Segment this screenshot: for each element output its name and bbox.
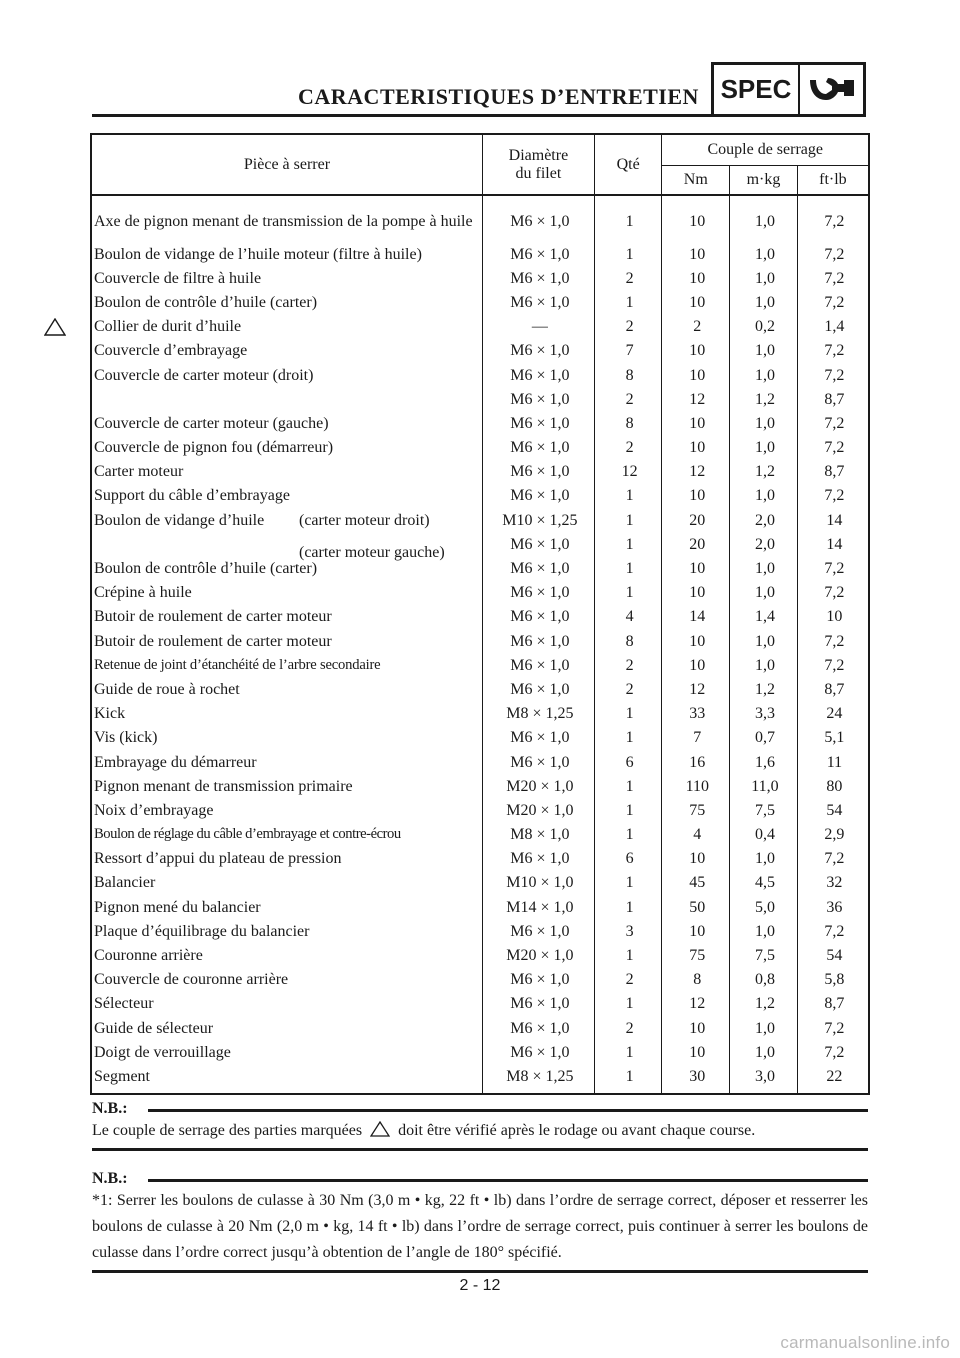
note-text	[92, 1118, 868, 1144]
cell-ftlb: 14	[797, 532, 869, 556]
cell-ftlb: 8,7	[797, 677, 869, 701]
cell-qty: 1	[594, 1040, 662, 1064]
cell-thread: M6 × 1,0	[482, 436, 594, 460]
cell-ftlb: 22	[797, 1064, 869, 1093]
cell-ftlb: 7,2	[797, 556, 869, 580]
cell-qty: 1	[594, 702, 662, 726]
cell-nm: 10	[662, 1016, 730, 1040]
table-row	[91, 798, 869, 822]
cell-part: Support du câble d’embrayage	[91, 484, 482, 508]
cell-nm: 12	[662, 460, 730, 484]
cell-thread: M8 × 1,25	[482, 1064, 594, 1093]
cell-thread: M20 × 1,0	[482, 798, 594, 822]
cell-mkg: 0,8	[730, 968, 798, 992]
cell-ftlb: 54	[797, 943, 869, 967]
cell-part: Vis (kick)	[91, 726, 482, 750]
cell-mkg: 2,0	[730, 508, 798, 532]
cell-thread: M20 × 1,0	[482, 774, 594, 798]
cell-part: Retenue de joint d’étanchéité de l’arbre secondaire	[91, 653, 482, 677]
cell-qty: 1	[594, 556, 662, 580]
cell-ftlb: 54	[797, 798, 869, 822]
table-row	[91, 653, 869, 677]
cell-ftlb: 7,2	[797, 195, 869, 242]
note-block-1	[92, 1100, 868, 1151]
cell-part: Couronne arrière	[91, 943, 482, 967]
note-label: N.B.:	[92, 1170, 128, 1187]
cell-nm: 110	[662, 774, 730, 798]
cell-mkg: 0,2	[730, 315, 798, 339]
cell-thread: M10 × 1,0	[482, 871, 594, 895]
col-header-nm: Nm	[662, 166, 730, 196]
cell-thread: M6 × 1,0	[482, 1040, 594, 1064]
cell-thread: M6 × 1,0	[482, 605, 594, 629]
cell-nm: 7	[662, 726, 730, 750]
table-row	[91, 387, 869, 411]
table-row	[91, 726, 869, 750]
cell-ftlb: 7,2	[797, 290, 869, 314]
cell-nm: 10	[662, 195, 730, 242]
table-row	[91, 919, 869, 943]
table-row	[91, 871, 869, 895]
table-row	[91, 339, 869, 363]
cell-ftlb: 11	[797, 750, 869, 774]
cell-mkg: 5,0	[730, 895, 798, 919]
cell-thread: M6 × 1,0	[482, 266, 594, 290]
cell-nm: 8	[662, 968, 730, 992]
cell-mkg: 0,4	[730, 823, 798, 847]
cell-part: Sélecteur	[91, 992, 482, 1016]
cell-thread: M6 × 1,0	[482, 339, 594, 363]
table-row	[91, 1064, 869, 1093]
cell-mkg: 11,0	[730, 774, 798, 798]
cell-qty: 6	[594, 750, 662, 774]
note-text-after: doit être vérifié après le rodage ou avant chaque course.	[398, 1122, 756, 1139]
cell-part: Balancier	[91, 871, 482, 895]
cell-part: Couvercle de pignon fou (démarreur)	[91, 436, 482, 460]
cell-qty: 1	[594, 242, 662, 266]
cell-nm: 10	[662, 411, 730, 435]
wrench-icon	[800, 65, 863, 114]
cell-qty: 2	[594, 315, 662, 339]
cell-ftlb: 7,2	[797, 847, 869, 871]
table-row	[91, 195, 869, 242]
cell-part: Couvercle de carter moteur (droit)	[91, 363, 482, 387]
cell-thread: M6 × 1,0	[482, 363, 594, 387]
page-title: CARACTERISTIQUES D’ENTRETIEN	[298, 84, 699, 109]
cell-nm: 12	[662, 387, 730, 411]
table-row	[91, 266, 869, 290]
cell-nm: 20	[662, 508, 730, 532]
cell-part: Couvercle de couronne arrière	[91, 968, 482, 992]
cell-nm: 4	[662, 823, 730, 847]
cell-nm: 75	[662, 943, 730, 967]
torque-spec-table	[90, 133, 870, 1095]
cell-thread: M6 × 1,0	[482, 629, 594, 653]
cell-mkg: 1,0	[730, 411, 798, 435]
col-header-ftlb: ft·lb	[797, 166, 869, 196]
cell-nm: 33	[662, 702, 730, 726]
cell-part: Carter moteur	[91, 460, 482, 484]
cell-ftlb: 1,4	[797, 315, 869, 339]
cell-ftlb: 7,2	[797, 411, 869, 435]
col-header-qty: Qté	[594, 134, 662, 195]
note-rule	[148, 1109, 868, 1112]
cell-thread: M6 × 1,0	[482, 1016, 594, 1040]
table-row	[91, 1040, 869, 1064]
cell-mkg: 1,0	[730, 1016, 798, 1040]
cell-part-condition: (carter moteur droit)	[299, 511, 430, 529]
cell-qty: 8	[594, 363, 662, 387]
cell-ftlb: 7,2	[797, 266, 869, 290]
cell-mkg: 1,2	[730, 387, 798, 411]
cell-part: Guide de sélecteur	[91, 1016, 482, 1040]
cell-mkg: 7,5	[730, 943, 798, 967]
table-row	[91, 436, 869, 460]
table-row	[91, 242, 869, 266]
cell-nm: 10	[662, 653, 730, 677]
cell-qty: 2	[594, 968, 662, 992]
cell-qty: 2	[594, 436, 662, 460]
cell-nm: 14	[662, 605, 730, 629]
cell-nm: 20	[662, 532, 730, 556]
table-row	[91, 968, 869, 992]
cell-qty: 2	[594, 653, 662, 677]
cell-part: Boulon de contrôle d’huile (carter)	[91, 556, 482, 580]
cell-mkg: 1,0	[730, 195, 798, 242]
table-row	[91, 556, 869, 580]
cell-mkg: 1,2	[730, 460, 798, 484]
cell-mkg: 1,0	[730, 436, 798, 460]
table-row	[91, 315, 869, 339]
table-row	[91, 823, 869, 847]
cell-nm: 10	[662, 629, 730, 653]
spec-badge	[711, 62, 866, 117]
cell-qty: 1	[594, 871, 662, 895]
cell-part-condition: (carter moteur gauche)	[299, 544, 445, 562]
cell-thread: M6 × 1,0	[482, 677, 594, 701]
cell-qty: 4	[594, 605, 662, 629]
cell-thread: M6 × 1,0	[482, 484, 594, 508]
cell-mkg: 3,0	[730, 1064, 798, 1093]
cell-thread: M10 × 1,25	[482, 508, 594, 532]
note-block-2	[92, 1170, 868, 1273]
table-row	[91, 992, 869, 1016]
cell-ftlb: 7,2	[797, 1040, 869, 1064]
spec-label: SPEC	[714, 65, 800, 114]
cell-nm: 10	[662, 242, 730, 266]
cell-ftlb: 2,9	[797, 823, 869, 847]
cell-ftlb: 8,7	[797, 460, 869, 484]
cell-ftlb: 80	[797, 774, 869, 798]
cell-thread: M6 × 1,0	[482, 750, 594, 774]
cell-qty: 12	[594, 460, 662, 484]
cell-thread: —	[482, 315, 594, 339]
cell-part: Couvercle d’embrayage	[91, 339, 482, 363]
cell-ftlb: 7,2	[797, 436, 869, 460]
cell-part: Butoir de roulement de carter moteur	[91, 605, 482, 629]
cell-nm: 16	[662, 750, 730, 774]
table-row	[91, 605, 869, 629]
cell-mkg: 1,4	[730, 605, 798, 629]
cell-ftlb: 7,2	[797, 629, 869, 653]
table-row	[91, 750, 869, 774]
cell-mkg: 2,0	[730, 532, 798, 556]
watermark: carmanualsonline.info	[780, 1333, 950, 1352]
cell-qty: 2	[594, 1016, 662, 1040]
cell-qty: 1	[594, 992, 662, 1016]
cell-qty: 1	[594, 823, 662, 847]
table-row	[91, 629, 869, 653]
cell-nm: 12	[662, 992, 730, 1016]
cell-nm: 10	[662, 919, 730, 943]
cell-mkg: 1,0	[730, 339, 798, 363]
cell-nm: 10	[662, 436, 730, 460]
cell-part: Pignon mené du balancier	[91, 895, 482, 919]
cell-ftlb: 32	[797, 871, 869, 895]
cell-nm: 10	[662, 290, 730, 314]
cell-thread: M14 × 1,0	[482, 895, 594, 919]
note-rule	[92, 1148, 868, 1151]
table-row	[91, 943, 869, 967]
cell-nm: 10	[662, 339, 730, 363]
cell-ftlb: 7,2	[797, 339, 869, 363]
cell-part: Kick	[91, 702, 482, 726]
cell-mkg: 1,0	[730, 363, 798, 387]
cell-ftlb: 36	[797, 895, 869, 919]
cell-part	[91, 508, 482, 532]
cell-mkg: 1,0	[730, 242, 798, 266]
cell-qty: 1	[594, 726, 662, 750]
cell-thread: M6 × 1,0	[482, 411, 594, 435]
check-triangle-icon	[44, 318, 66, 336]
cell-mkg: 1,6	[730, 750, 798, 774]
cell-thread: M6 × 1,0	[482, 556, 594, 580]
col-header-mkg: m·kg	[730, 166, 798, 196]
cell-thread: M6 × 1,0	[482, 581, 594, 605]
cell-thread: M6 × 1,0	[482, 992, 594, 1016]
cell-part: Plaque d’équilibrage du balancier	[91, 919, 482, 943]
cell-thread: M6 × 1,0	[482, 242, 594, 266]
cell-qty: 1	[594, 798, 662, 822]
cell-part: Crépine à huile	[91, 581, 482, 605]
page-number: 2 - 12	[459, 1277, 501, 1294]
cell-mkg: 1,0	[730, 653, 798, 677]
cell-part: Boulon de contrôle d’huile (carter)	[91, 290, 482, 314]
cell-part: Ressort d’appui du plateau de pression	[91, 847, 482, 871]
cell-part: Couvercle de carter moteur (gauche)	[91, 411, 482, 435]
cell-part: Pignon menant de transmission primaire	[91, 774, 482, 798]
cell-thread: M6 × 1,0	[482, 195, 594, 242]
cell-thread: M6 × 1,0	[482, 290, 594, 314]
cell-mkg: 1,0	[730, 484, 798, 508]
cell-thread: M20 × 1,0	[482, 943, 594, 967]
cell-part	[91, 387, 482, 411]
cell-mkg: 7,5	[730, 798, 798, 822]
cell-nm: 10	[662, 363, 730, 387]
cell-part: Doigt de verrouillage	[91, 1040, 482, 1064]
cell-qty: 8	[594, 411, 662, 435]
table-row	[91, 411, 869, 435]
cell-ftlb: 7,2	[797, 919, 869, 943]
table-row	[91, 532, 869, 556]
cell-nm: 10	[662, 484, 730, 508]
cell-part: Boulon de vidange de l’huile moteur (filtre à huile)	[91, 242, 482, 266]
table-row	[91, 460, 869, 484]
header-rule	[92, 114, 711, 117]
cell-nm: 75	[662, 798, 730, 822]
cell-qty: 2	[594, 677, 662, 701]
cell-qty: 1	[594, 195, 662, 242]
cell-nm: 30	[662, 1064, 730, 1093]
cell-part: Segment	[91, 1064, 482, 1093]
cell-qty: 1	[594, 484, 662, 508]
cell-part: Axe de pignon menant de transmission de la pompe à huile	[91, 195, 482, 242]
cell-mkg: 3,3	[730, 702, 798, 726]
cell-thread: M8 × 1,25	[482, 702, 594, 726]
cell-ftlb: 8,7	[797, 387, 869, 411]
cell-mkg: 4,5	[730, 871, 798, 895]
cell-ftlb: 24	[797, 702, 869, 726]
table-row	[91, 895, 869, 919]
cell-thread: M6 × 1,0	[482, 919, 594, 943]
cell-part: Embrayage du démarreur	[91, 750, 482, 774]
table-row	[91, 774, 869, 798]
table-row	[91, 508, 869, 532]
cell-ftlb: 10	[797, 605, 869, 629]
cell-thread: M6 × 1,0	[482, 532, 594, 556]
note-rule	[148, 1179, 868, 1182]
cell-part	[91, 532, 482, 562]
cell-qty: 1	[594, 774, 662, 798]
cell-qty: 6	[594, 847, 662, 871]
cell-part: Guide de roue à rochet	[91, 677, 482, 701]
cell-nm: 50	[662, 895, 730, 919]
cell-ftlb: 5,1	[797, 726, 869, 750]
cell-nm: 10	[662, 556, 730, 580]
table-row	[91, 1016, 869, 1040]
cell-part: Collier de durit d’huile	[91, 315, 482, 339]
table-row	[91, 290, 869, 314]
cell-mkg: 1,2	[730, 677, 798, 701]
cell-ftlb: 7,2	[797, 363, 869, 387]
cell-ftlb: 7,2	[797, 581, 869, 605]
cell-qty: 7	[594, 339, 662, 363]
cell-thread: M6 × 1,0	[482, 726, 594, 750]
cell-qty: 3	[594, 919, 662, 943]
table-row	[91, 847, 869, 871]
cell-mkg: 1,0	[730, 629, 798, 653]
col-header-torque: Couple de serrage	[662, 134, 869, 166]
cell-thread: M6 × 1,0	[482, 653, 594, 677]
cell-part: Noix d’embrayage	[91, 798, 482, 822]
cell-part: Boulon de réglage du câble d’embrayage et contre-écrou	[91, 823, 482, 847]
col-header-part: Pièce à serrer	[91, 134, 482, 195]
table-row	[91, 484, 869, 508]
cell-ftlb: 14	[797, 508, 869, 532]
cell-mkg: 1,0	[730, 919, 798, 943]
cell-qty: 1	[594, 508, 662, 532]
cell-thread: M6 × 1,0	[482, 847, 594, 871]
cell-ftlb: 7,2	[797, 1016, 869, 1040]
note-label: N.B.:	[92, 1100, 128, 1117]
cell-nm: 10	[662, 1040, 730, 1064]
cell-thread: M8 × 1,0	[482, 823, 594, 847]
cell-mkg: 1,2	[730, 992, 798, 1016]
cell-qty: 1	[594, 532, 662, 556]
cell-mkg: 1,0	[730, 290, 798, 314]
cell-nm: 10	[662, 266, 730, 290]
cell-thread: M6 × 1,0	[482, 387, 594, 411]
cell-part-label: Boulon de vidange d’huile	[94, 511, 265, 529]
cell-nm: 10	[662, 847, 730, 871]
cell-qty: 1	[594, 581, 662, 605]
cell-mkg: 1,0	[730, 556, 798, 580]
cell-nm: 2	[662, 315, 730, 339]
cell-qty: 8	[594, 629, 662, 653]
table-row	[91, 677, 869, 701]
cell-mkg: 1,0	[730, 266, 798, 290]
col-header-thread: Diamètre du filet	[482, 134, 594, 195]
cell-ftlb: 5,8	[797, 968, 869, 992]
cell-qty: 1	[594, 1064, 662, 1093]
cell-nm: 10	[662, 581, 730, 605]
cell-nm: 45	[662, 871, 730, 895]
cell-ftlb: 7,2	[797, 484, 869, 508]
cell-qty: 2	[594, 387, 662, 411]
cell-qty: 2	[594, 266, 662, 290]
cell-thread: M6 × 1,0	[482, 460, 594, 484]
cell-thread: M6 × 1,0	[482, 968, 594, 992]
cell-qty: 1	[594, 895, 662, 919]
cell-mkg: 1,0	[730, 581, 798, 605]
note-text: *1: Serrer les boulons de culasse à 30 Nm (3,0 m • kg, 22 ft • lb) dans l’ordre de serrage correct, déposer et resserrer les boulons de culasse à 20 Nm (2,0 m • kg, 14 ft • lb) dans l’ordre de serrage correct, puis continuer à serrer les boulons de culasse dans l’ordre correct jusqu’à obtention de l’angle de 180° spécifié.	[92, 1192, 868, 1261]
cell-part: Couvercle de filtre à huile	[91, 266, 482, 290]
cell-ftlb: 8,7	[797, 992, 869, 1016]
cell-qty: 1	[594, 943, 662, 967]
cell-qty: 1	[594, 290, 662, 314]
table-row	[91, 363, 869, 387]
cell-ftlb: 7,2	[797, 242, 869, 266]
note-rule	[92, 1270, 868, 1273]
cell-ftlb: 7,2	[797, 653, 869, 677]
cell-mkg: 1,0	[730, 1040, 798, 1064]
note-text-before: Le couple de serrage des parties marquées	[92, 1122, 363, 1139]
table-row	[91, 581, 869, 605]
cell-mkg: 1,0	[730, 847, 798, 871]
cell-nm: 12	[662, 677, 730, 701]
table-row	[91, 702, 869, 726]
check-triangle-icon	[370, 1121, 390, 1137]
cell-part: Butoir de roulement de carter moteur	[91, 629, 482, 653]
cell-mkg: 0,7	[730, 726, 798, 750]
